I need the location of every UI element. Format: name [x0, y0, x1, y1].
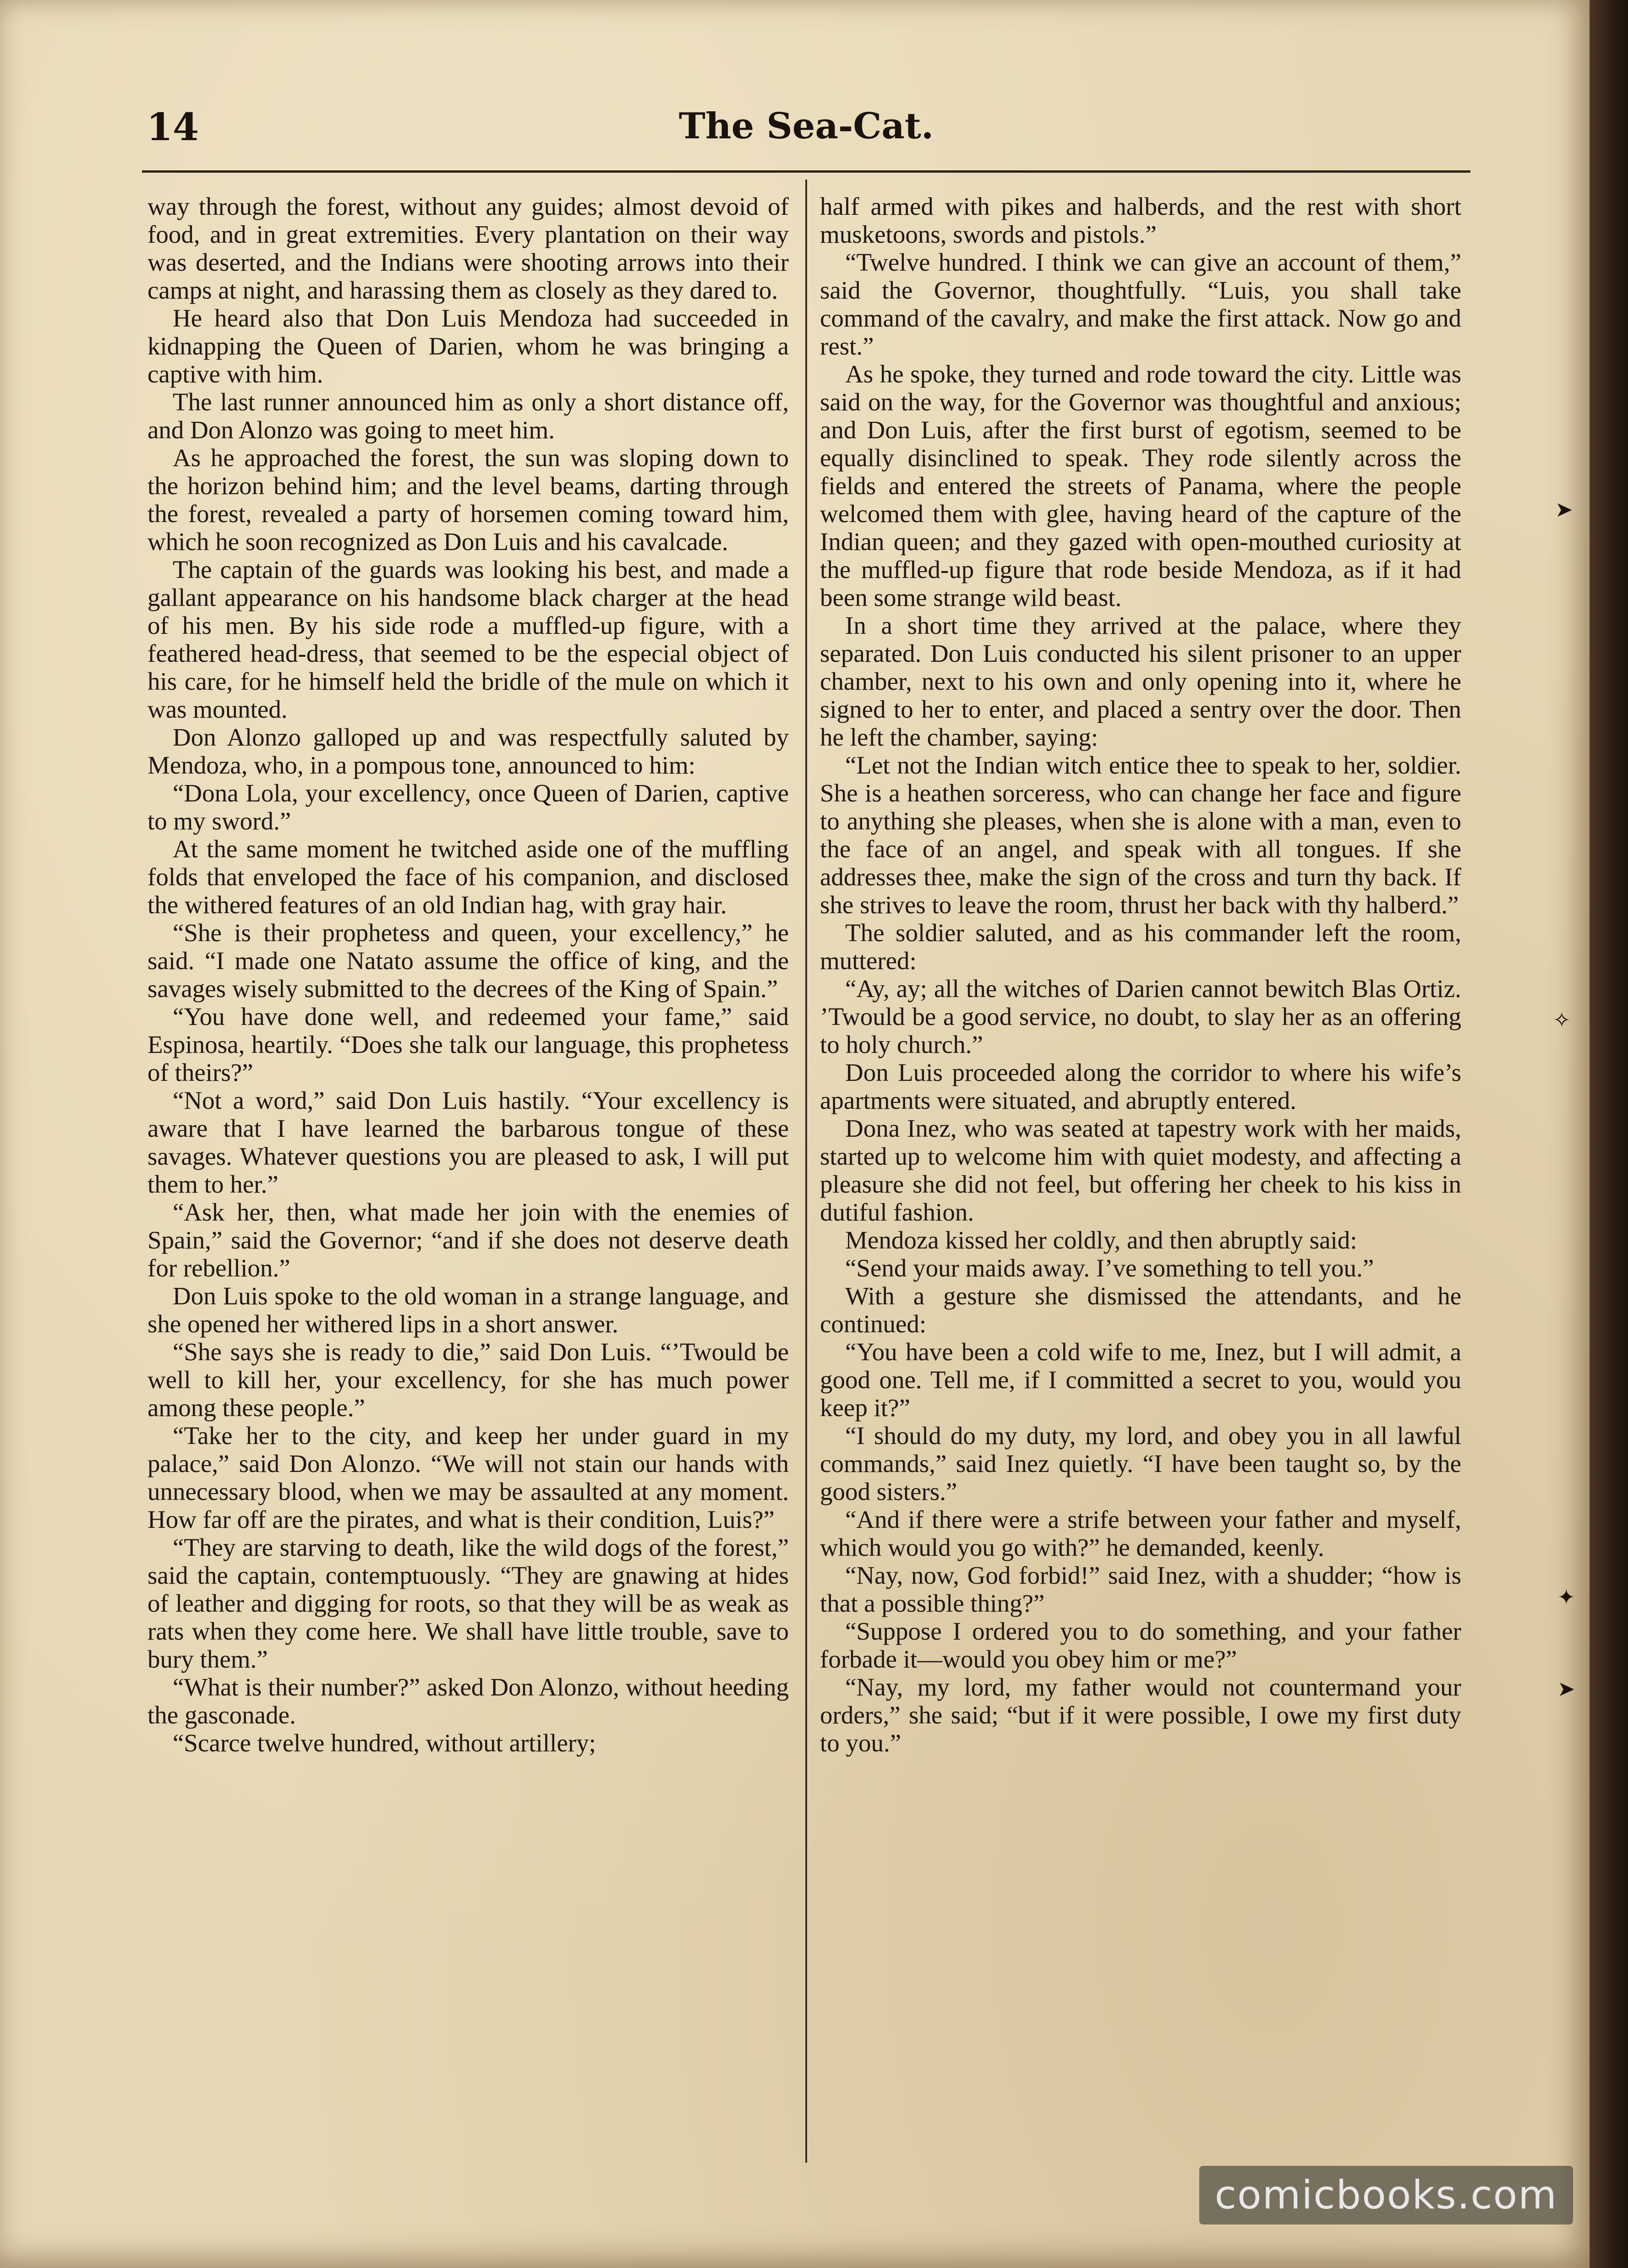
- paragraph: “Twelve hundred. I think we can give an account of them,” said the Governor, thoughtfully. “Luis, you shall take command of the cavalry, and make the first attack. Now go and rest.”: [820, 248, 1461, 360]
- paragraph: At the same moment he twitched aside one of the muffling folds that enveloped the face of his companion, and disclosed the withered features of an old Indian hag, with gray hair.: [148, 835, 789, 919]
- running-title: The Sea-Cat.: [678, 105, 934, 147]
- left-column: [148, 192, 789, 2116]
- paragraph: “She is their prophetess and queen, your excellency,” he said. “I made one Natato assume the office of king, and the savages wisely submitted to the decrees of the King of Spain.”: [148, 919, 789, 1003]
- paragraph: “Nay, my lord, my father would not countermand your orders,” she said; “but if it were possible, I owe my first duty to you.”: [820, 1673, 1461, 1757]
- paragraph: “I should do my duty, my lord, and obey you in all lawful commands,” said Inez quietly. “I have been taught so, by the good sisters.”: [820, 1422, 1461, 1505]
- paragraph: “Let not the Indian witch entice thee to speak to her, soldier. She is a heathen sorceress, who can change her face and figure to anything she pleases, when she is alone with a man, even to the face of an angel, and speak with all tongues. If she addresses thee, make the sign of the cross and turn thy back. If she strives to leave the room, thrust her back with thy halberd.”: [820, 751, 1461, 919]
- binding-mark-icon: ✦: [1557, 1585, 1575, 1609]
- paragraph: With a gesture she dismissed the attendants, and he continued:: [820, 1282, 1461, 1338]
- paragraph: half armed with pikes and halberds, and the rest with short musketoons, swords and pistols.”: [820, 192, 1461, 248]
- right-column: [820, 192, 1461, 2116]
- paragraph: “Nay, now, God forbid!” said Inez, with a shudder; “how is that a possible thing?”: [820, 1561, 1461, 1617]
- paragraph: “You have done well, and redeemed your fame,” said Espinosa, heartily. “Does she talk our language, this prophetess of theirs?”: [148, 1003, 789, 1086]
- column-divider: [805, 180, 807, 2163]
- paragraph: “Scarce twelve hundred, without artillery;: [173, 1729, 596, 1757]
- paragraph: As he spoke, they turned and rode toward the city. Little was said on the way, for the Governor was thoughtful and anxious; and Don Luis, after the first burst of egotism, seemed to be equally disinclined to speak. They rode silently across the fields and entered the streets of Panama, where the people welcomed them with glee, having heard of the capture of the Indian queen; and they gazed with open-mouthed curiosity at the muffled-up figure that rode beside Mendoza, as if it had been some strange wild beast.: [820, 360, 1461, 611]
- paragraph: “Dona Lola, your excellency, once Queen of Darien, captive to my sword.”: [148, 779, 789, 835]
- paragraph: The last runner announced him as only a short distance off, and Don Alonzo was going to meet him.: [148, 388, 789, 444]
- paragraph: Don Luis spoke to the old woman in a strange language, and she opened her withered lips in a short answer.: [148, 1282, 789, 1338]
- paragraph: In a short time they arrived at the palace, where they separated. Don Luis conducted his silent prisoner to an upper chamber, next to his own and only opening into it, where he signed to her to enter, and placed a sentry over the door. Then he left the chamber, saying:: [820, 611, 1461, 751]
- paragraph: He heard also that Don Luis Mendoza had succeeded in kidnapping the Queen of Darien, whom he was bringing a captive with him.: [148, 304, 789, 388]
- binding-mark-icon: ➤: [1557, 1676, 1575, 1701]
- paragraph: “Ask her, then, what made her join with the enemies of Spain,” said the Governor; “and if she does not deserve death for rebellion.”: [148, 1198, 789, 1282]
- paragraph: Dona Inez, who was seated at tapestry work with her maids, started up to welcome him with quiet modesty, and affecting a pleasure she did not feel, but offering her cheek to his kiss in dutiful fashion.: [820, 1114, 1461, 1226]
- paragraph: “Suppose I ordered you to do something, and your father forbade it—would you obey him or me?”: [820, 1617, 1461, 1673]
- binding-spine: [1590, 0, 1628, 2268]
- paragraph: Mendoza kissed her coldly, and then abruptly said:: [845, 1226, 1357, 1254]
- header-rule: [142, 170, 1470, 173]
- paragraph: “Send your maids away. I’ve something to tell you.”: [845, 1254, 1374, 1282]
- paragraph: “Ay, ay; all the witches of Darien cannot bewitch Blas Ortiz. ’Twould be a good service, no doubt, to slay her as an offering to holy church.”: [820, 975, 1461, 1058]
- paragraph: way through the forest, without any guides; almost devoid of food, and in great extremities. Every plantation on their way was deserted, and the Indians were shooting arrows into their camps at night, and harassing them as closely as they dared to.: [148, 192, 789, 304]
- binding-mark-icon: ✧: [1553, 1008, 1571, 1032]
- paragraph: As he approached the forest, the sun was sloping down to the horizon behind him; and the level beams, darting through the forest, revealed a party of horsemen coming toward him, which he soon recognized as Don Luis and his cavalcade.: [148, 444, 789, 556]
- page-number: 14: [147, 105, 199, 149]
- watermark-stamp: comicbooks.com: [1199, 2166, 1573, 2224]
- paragraph: “You have been a cold wife to me, Inez, but I will admit, a good one. Tell me, if I committed a secret to you, would you keep it?”: [820, 1338, 1461, 1422]
- paragraph: The soldier saluted, and as his commander left the room, muttered:: [820, 919, 1461, 975]
- paragraph: “Not a word,” said Don Luis hastily. “Your excellency is aware that I have learned the barbarous tongue of these savages. Whatever questions you are pleased to ask, I will put them to her.”: [148, 1086, 789, 1198]
- paragraph: The captain of the guards was looking his best, and made a gallant appearance on his handsome black charger at the head of his men. By his side rode a muffled-up figure, with a feathered head-dress, that seemed to be the especial object of his care, for he himself held the bridle of the mule on which it was mounted.: [148, 556, 789, 723]
- paragraph: “She says she is ready to die,” said Don Luis. “’Twould be well to kill her, your excellency, for she has much power among these people.”: [148, 1338, 789, 1422]
- binding-mark-icon: ➤: [1555, 497, 1573, 522]
- paragraph: “Take her to the city, and keep her under guard in my palace,” said Don Alonzo. “We will not stain our hands with unnecessary blood, when we may be assaulted at any moment. How far off are the pirates, and what is their condition, Luis?”: [148, 1422, 789, 1533]
- paragraph: “What is their number?” asked Don Alonzo, without heeding the gasconade.: [148, 1673, 789, 1729]
- paragraph: “And if there were a strife between your father and myself, which would you go with?” he demanded, keenly.: [820, 1505, 1461, 1561]
- page-header: [147, 105, 1466, 169]
- paragraph: “They are starving to death, like the wild dogs of the forest,” said the captain, contemptuously. “They are gnawing at hides of leather and digging for roots, so that they will be as weak as rats when they come here. We shall have little trouble, save to bury them.”: [148, 1533, 789, 1673]
- paragraph: Don Luis proceeded along the corridor to where his wife’s apartments were situated, and abruptly entered.: [820, 1058, 1461, 1114]
- paragraph: Don Alonzo galloped up and was respectfully saluted by Mendoza, who, in a pompous tone, announced to him:: [148, 723, 789, 779]
